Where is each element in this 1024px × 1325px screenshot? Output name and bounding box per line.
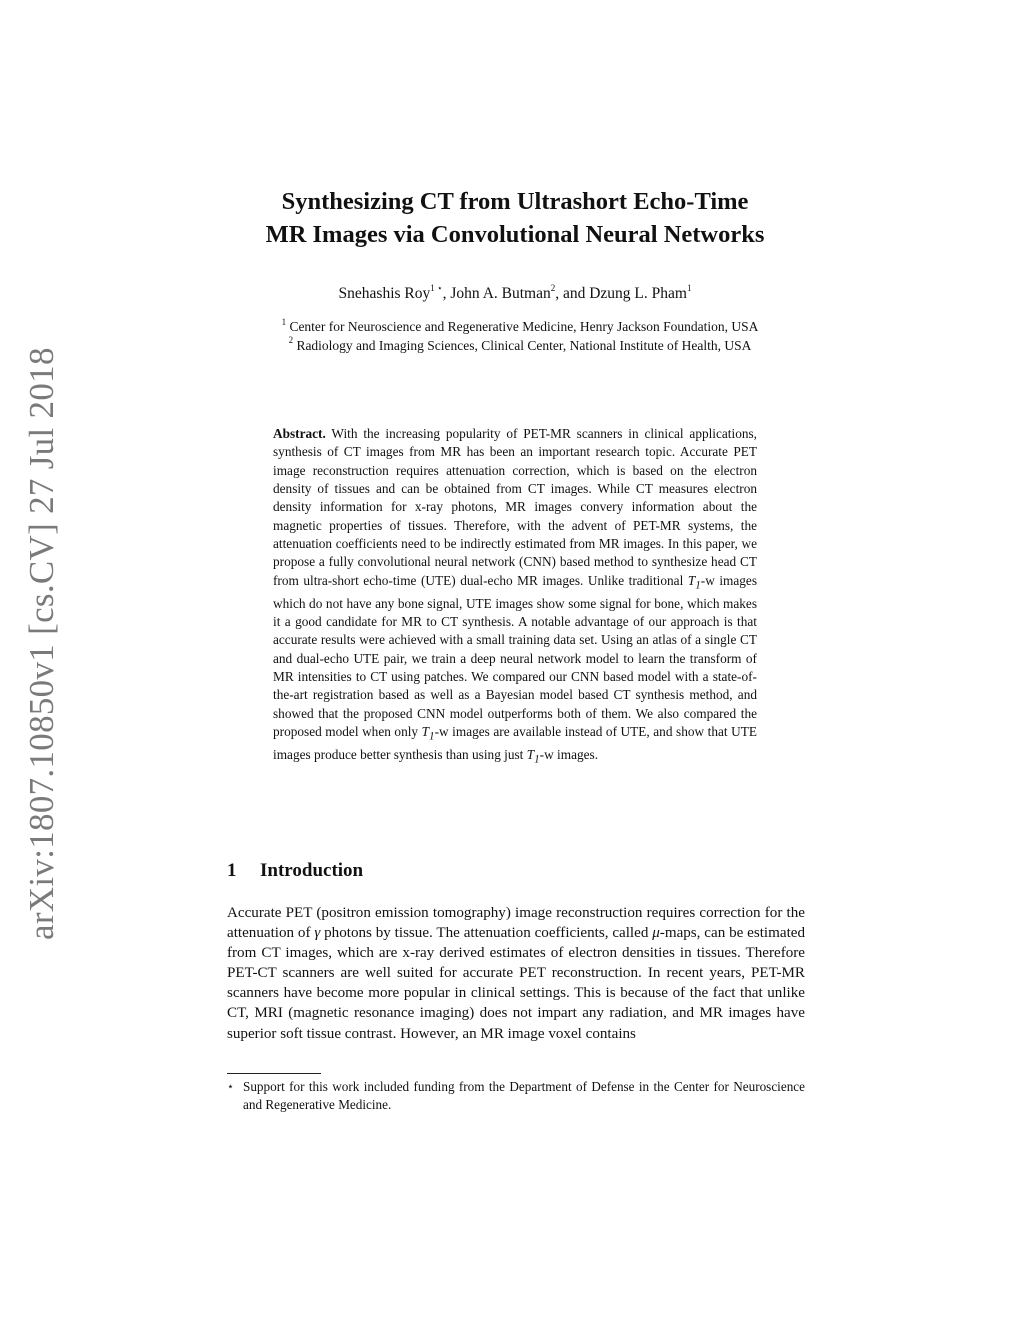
- affiliations: [225, 318, 815, 355]
- t1-symbol: $T_1$: [526, 747, 540, 766]
- footnote-rule: [227, 1073, 321, 1074]
- footnote-mark: ⋆: [227, 1081, 234, 1093]
- abstract-text: -w images.: [539, 747, 599, 763]
- affiliation-number: 2: [288, 335, 294, 345]
- section-title: Introduction: [260, 860, 364, 881]
- affiliation-text: Radiology and Imaging Sciences, Clinical Center, National Institute of Health, USA: [296, 337, 752, 353]
- introduction-paragraph: [227, 903, 805, 1044]
- author-affil-mark: 2: [550, 282, 556, 293]
- affiliation-text: Center for Neuroscience and Regenerative Medicine, Henry Jackson Foundation, USA: [289, 319, 759, 334]
- footnote: [227, 1078, 805, 1114]
- abstract-text: -w images which do not have any bone signal, UTE images show some signal for bone, which makes it a good candidate for MR to CT synthesis. A notable advantage of our approach is that accurate results were achieved with a small training data set. Using an atlas of a single CT and dual-echo UTE pair, we train a deep neural network model to learn the transform of MR intensities to CT using patches. We compared our CNN based model with a state-of-the-art registration based as well as a Bayesian model based CT synthesis method, and showed that the proposed CNN model outperforms both of them. We also compared the proposed model when only: [273, 572, 757, 740]
- footnote-text: Support for this work included funding from the Department of Defense in the Center for Neuroscience and Regenerative Medicine.: [243, 1079, 805, 1112]
- intro-text: Accurate PET (positron emission tomography) image reconstruction requires correction for the attenuation of: [227, 905, 805, 942]
- author-list: [180, 284, 850, 304]
- author-separator: ,: [442, 285, 451, 302]
- intro-text: -maps, can be estimated from CT images, which are x-ray derived estimates of electron densities in tissues. Therefore PET-CT scanners are well suited for accurate PET reconstruction. In recent years, PET-MR scanners have become more popular in clinical settings. This is because of the fact that unlike CT, MRI (magnetic resonance imaging) does not impart any radiation, and MR images have superior soft tissue contrast. However, an MR image voxel contains: [227, 925, 806, 1042]
- author-footnote-mark: ⋆: [434, 282, 443, 293]
- t1-symbol: $T_1$: [421, 724, 435, 743]
- paper-title: [180, 185, 850, 251]
- arxiv-identifier: arXiv:1807.10850v1 [cs.CV] 27 Jul 2018: [22, 347, 61, 940]
- author-name: John A. Butman: [450, 285, 551, 302]
- affiliation-number: 1: [281, 316, 287, 327]
- section-number: 1: [227, 860, 237, 881]
- affiliation-2: [225, 337, 815, 356]
- intro-text: photons by tissue. The attenuation coefficients, called: [320, 925, 653, 942]
- t1-symbol: $T_1$: [687, 572, 701, 592]
- abstract-label: Abstract.: [273, 426, 326, 441]
- title-line-1: Synthesizing CT from Ultrashort Echo-Time: [281, 188, 749, 215]
- author-affil-mark: 1: [430, 282, 435, 293]
- author-affil-mark: 1: [686, 282, 692, 293]
- gamma-symbol: γ: [314, 925, 321, 942]
- abstract: [273, 425, 757, 769]
- mu-symbol: μ: [652, 925, 660, 942]
- section-heading: [227, 860, 363, 882]
- author-name: Dzung L. Pham: [589, 285, 687, 302]
- abstract-text: With the increasing popularity of PET-MR scanners in clinical applications, synthesis of CT images from MR has been an important research topic. Accurate PET image reconstruction requires attenuation correction, which is based on the electron density of tissues and can be obtained from CT images. While CT measures electron density information for x-ray photons, MR images convery information about the magnetic properties of tissues. Therefore, with the advent of PET-MR systems, the attenuation coefficients need to be indirectly estimated from MR images. In this paper, we propose a fully convolutional neural network (CNN) based method to synthesize head CT from ultra-short echo-time (UTE) dual-echo MR images. Unlike traditional: [273, 426, 757, 588]
- affiliation-1: [225, 318, 815, 337]
- author-separator: , and: [555, 285, 590, 302]
- title-line-2: MR Images via Convolutional Neural Networks: [265, 221, 765, 248]
- author-name: Snehashis Roy: [338, 285, 431, 302]
- abstract-text: -w images are available instead of UTE, and show that UTE images produce better synthesis than using just: [273, 724, 757, 763]
